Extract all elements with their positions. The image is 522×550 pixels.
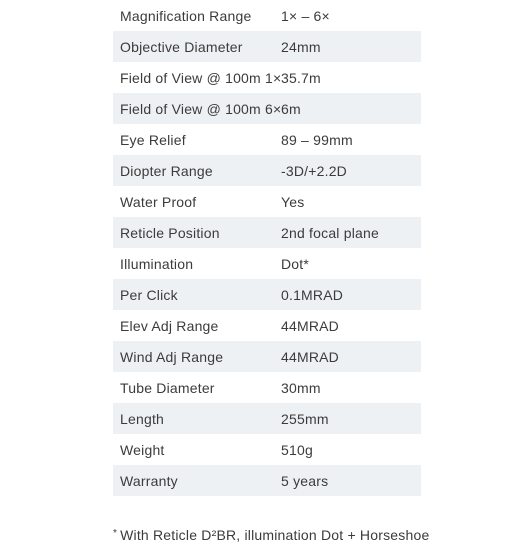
- spec-label: Wind Adj Range: [120, 348, 224, 365]
- spec-value: 44MRAD: [281, 348, 339, 365]
- spec-value: Dot*: [281, 255, 310, 272]
- spec-value: 44MRAD: [281, 317, 339, 334]
- spec-row-field-of-view-1x: [113, 62, 421, 93]
- spec-value: 2nd focal plane: [281, 224, 379, 241]
- spec-label: Per Click: [120, 286, 178, 303]
- spec-label: Warranty: [120, 472, 178, 489]
- spec-row-objective-diameter: [113, 31, 421, 62]
- spec-row-field-of-view-6x: [113, 93, 421, 124]
- spec-row-elev-adj-range: [113, 310, 421, 341]
- spec-label: Eye Relief: [120, 131, 186, 148]
- spec-label: Magnification Range: [120, 7, 252, 24]
- spec-label: Diopter Range: [120, 162, 213, 179]
- specifications-table: [113, 0, 421, 496]
- spec-row-weight: [113, 434, 421, 465]
- footnote: [113, 527, 429, 543]
- spec-value: 6m: [281, 100, 301, 117]
- spec-value: Yes: [281, 193, 305, 210]
- spec-row-wind-adj-range: [113, 341, 421, 372]
- spec-row-magnification-range: [113, 0, 421, 31]
- spec-value: 510g: [281, 441, 313, 458]
- spec-label: Elev Adj Range: [120, 317, 219, 334]
- spec-label: Objective Diameter: [120, 38, 243, 55]
- spec-row-diopter-range: [113, 155, 421, 186]
- spec-label: Weight: [120, 441, 165, 458]
- footnote-text: With Reticle D²BR, illumination Dot + Horseshoe: [120, 527, 430, 543]
- spec-label: Water Proof: [120, 193, 197, 210]
- spec-label: Length: [120, 410, 165, 427]
- spec-row-per-click: [113, 279, 421, 310]
- footnote-marker: *: [113, 528, 118, 539]
- spec-value: 1× – 6×: [281, 7, 330, 24]
- spec-row-warranty: [113, 465, 421, 496]
- spec-label: Illumination: [120, 255, 194, 272]
- spec-row-water-proof: [113, 186, 421, 217]
- spec-label: Field of View @ 100m 1×: [120, 69, 282, 86]
- spec-row-illumination: [113, 248, 421, 279]
- spec-label: Field of View @ 100m 6×: [120, 100, 282, 117]
- spec-value: 24mm: [281, 38, 321, 55]
- spec-row-eye-relief: [113, 124, 421, 155]
- spec-value: 0.1MRAD: [281, 286, 344, 303]
- spec-row-tube-diameter: [113, 372, 421, 403]
- spec-label: Tube Diameter: [120, 379, 215, 396]
- spec-value: 255mm: [281, 410, 329, 427]
- spec-label: Reticle Position: [120, 224, 220, 241]
- spec-row-reticle-position: [113, 217, 421, 248]
- spec-value: 89 – 99mm: [281, 131, 353, 148]
- spec-value: 35.7m: [281, 69, 321, 86]
- spec-value: 30mm: [281, 379, 321, 396]
- spec-value: 5 years: [281, 472, 329, 489]
- spec-row-length: [113, 403, 421, 434]
- spec-value: -3D/+2.2D: [281, 162, 347, 179]
